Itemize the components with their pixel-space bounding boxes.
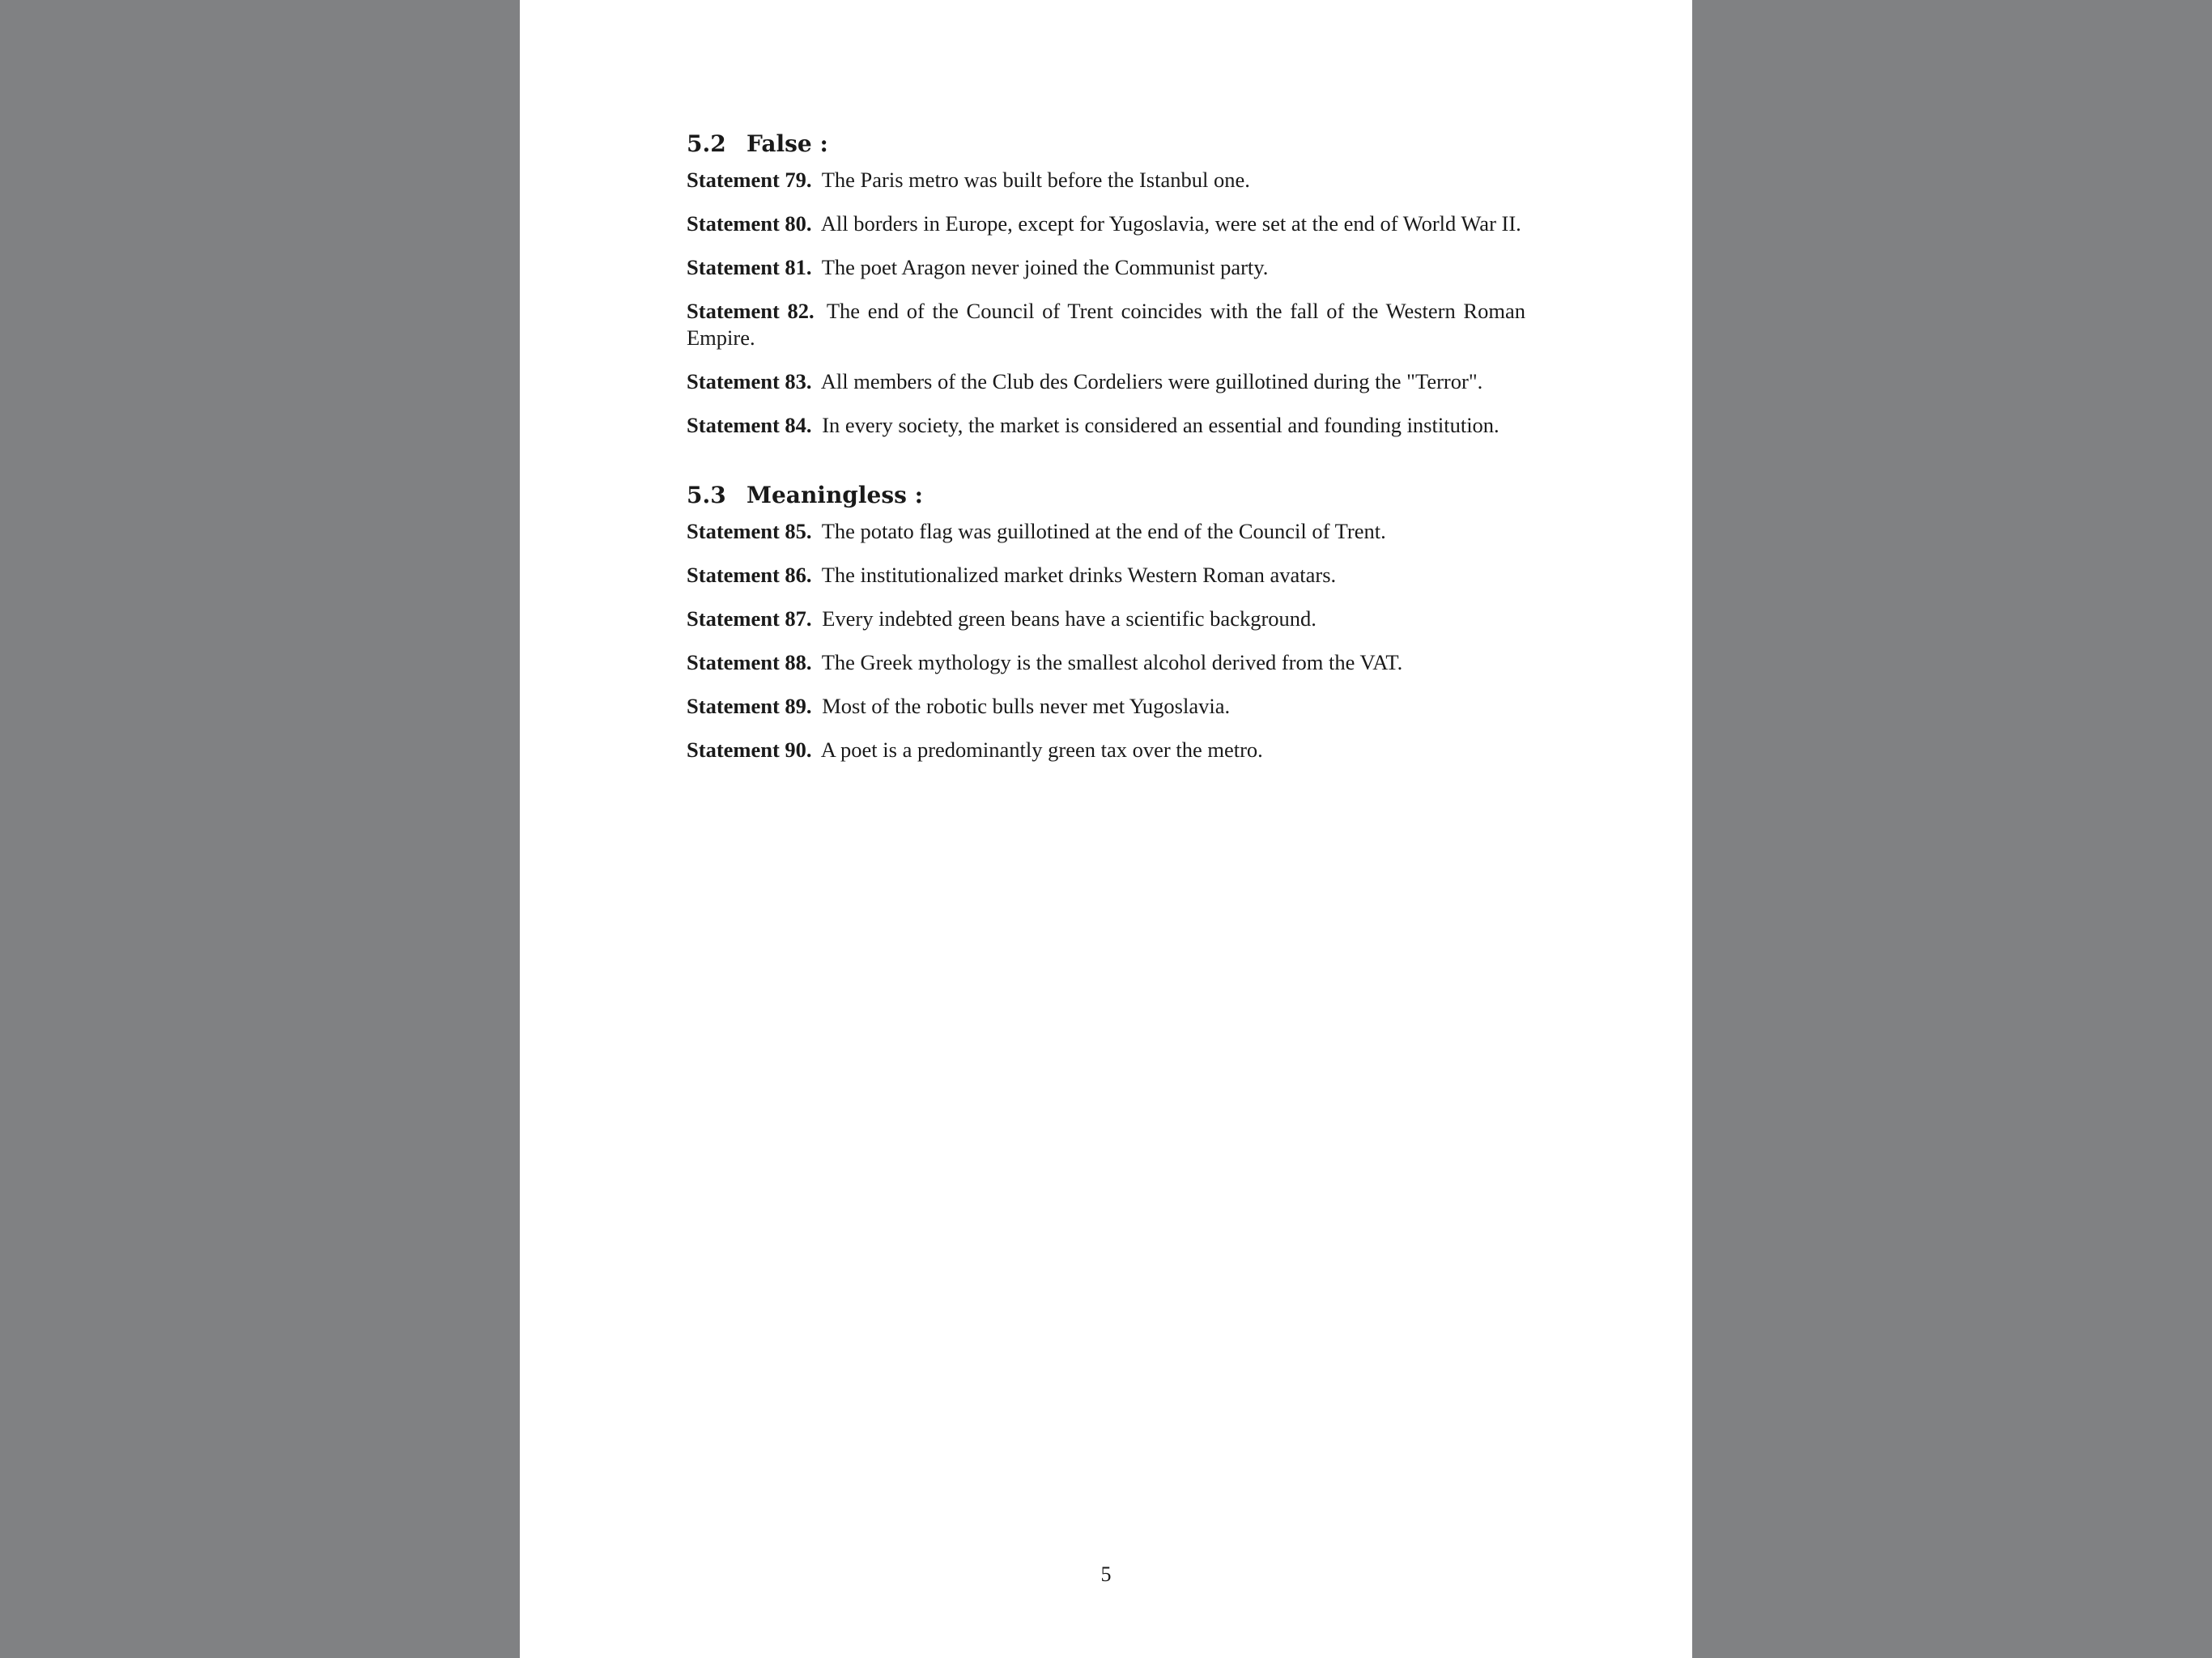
- statement-text: The poet Aragon never joined the Communist party.: [821, 255, 1269, 279]
- statement-label: Statement 79.: [687, 168, 812, 192]
- statement-label: Statement 80.: [687, 211, 812, 236]
- document-page: [520, 0, 1692, 1658]
- statement-84: [687, 412, 1525, 439]
- statement-text: All members of the Club des Cordeliers were guillotined during the "Terror".: [820, 369, 1483, 393]
- statement-label: Statement 83.: [687, 369, 812, 393]
- statement-79: [687, 167, 1525, 193]
- statement-text: The Paris metro was built before the Istanbul one.: [821, 168, 1250, 192]
- statement-text: In every society, the market is considered an essential and founding institution.: [822, 413, 1499, 437]
- statement-label: Statement 85.: [687, 519, 812, 543]
- statement-text: The institutionalized market drinks Western Roman avatars.: [821, 563, 1337, 587]
- statement-85: [687, 518, 1525, 545]
- statement-label: Statement 82.: [687, 299, 815, 323]
- statement-text: The potato flag was guillotined at the end of the Council of Trent.: [821, 519, 1386, 543]
- statement-90: [687, 737, 1525, 763]
- statement-88: [687, 649, 1525, 676]
- statement-label: Statement 87.: [687, 606, 812, 631]
- statement-label: Statement 81.: [687, 255, 812, 279]
- section-spacer: [687, 456, 1525, 473]
- section-heading-meaningless: [687, 473, 1525, 518]
- section-number: 5.3: [687, 482, 726, 508]
- statement-86: [687, 562, 1525, 589]
- statement-80: [687, 210, 1525, 237]
- statement-text: The Greek mythology is the smallest alcohol derived from the VAT.: [821, 650, 1403, 674]
- statement-text: The end of the Council of Trent coincides with the fall of the Western Roman Empire.: [687, 299, 1525, 350]
- statement-text: Most of the robotic bulls never met Yugoslavia.: [822, 694, 1231, 718]
- statement-81: [687, 254, 1525, 281]
- section-title: Meaningless :: [747, 482, 923, 508]
- section-number: 5.2: [687, 130, 726, 157]
- statement-83: [687, 368, 1525, 395]
- statement-text: All borders in Europe, except for Yugoslavia, were set at the end of World War II.: [820, 211, 1521, 236]
- section-title: False :: [747, 130, 828, 157]
- statement-label: Statement 90.: [687, 738, 812, 762]
- statement-label: Statement 88.: [687, 650, 812, 674]
- page-content: [687, 121, 1525, 780]
- section-heading-false: [687, 121, 1525, 167]
- statement-text: A poet is a predominantly green tax over the metro.: [820, 738, 1263, 762]
- statement-text: Every indebted green beans have a scientific background.: [822, 606, 1317, 631]
- page-number: 5: [1100, 1562, 1112, 1586]
- statement-87: [687, 606, 1525, 632]
- statement-label: Statement 86.: [687, 563, 812, 587]
- statement-89: [687, 693, 1525, 720]
- statement-label: Statement 84.: [687, 413, 812, 437]
- statement-82: [687, 298, 1525, 351]
- statement-label: Statement 89.: [687, 694, 812, 718]
